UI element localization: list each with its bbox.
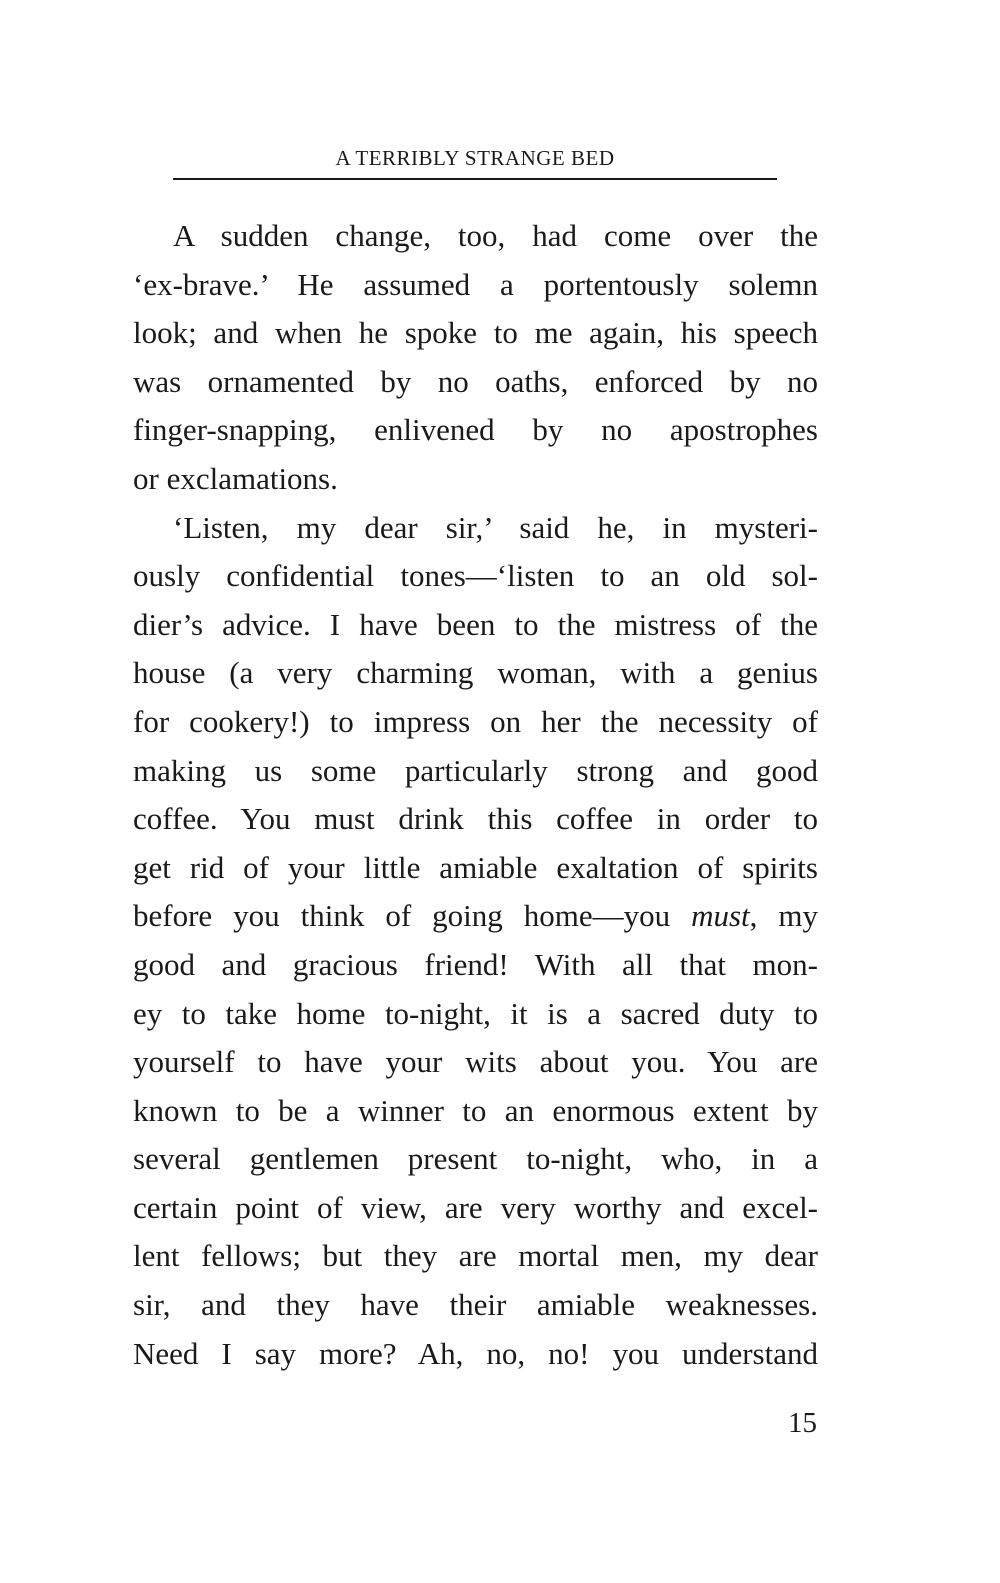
text-line: ‘ex-brave.’ He assumed a portentously solemn [133, 266, 818, 302]
text-line: finger-snapping, enlivened by no apostrophes [133, 412, 818, 448]
text-line: or exclamations. [133, 460, 338, 496]
text-line: several gentlemen present to-night, who, in a [133, 1141, 818, 1177]
header-rule [173, 178, 777, 180]
text-line: get rid of your little amiable exaltation of spirits [133, 849, 818, 885]
text-line: making us some particularly strong and good [133, 752, 818, 788]
page-number: 15 [788, 1407, 817, 1439]
text-line: lent fellows; but they are mortal men, my dear [133, 1238, 818, 1274]
text-line: house (a very charming woman, with a genius [133, 655, 818, 691]
text-line: ously confidential tones—‘listen to an old sol- [133, 558, 818, 594]
text-line: coffee. You must drink this coffee in order to [133, 801, 818, 837]
text-line-part: before you think of going home—you [133, 898, 692, 934]
text-line: sir, and they have their amiable weaknesses. [133, 1287, 818, 1323]
text-line: known to be a winner to an enormous extent by [133, 1092, 818, 1128]
text-line [133, 892, 818, 941]
text-line: dier’s advice. I have been to the mistress of the [133, 606, 818, 642]
text-line-part: , my [749, 898, 818, 934]
body-text [133, 212, 818, 1378]
text-line: Need I say more? Ah, no, no! you understand [133, 1335, 818, 1371]
text-line: for cookery!) to impress on her the necessity of [133, 703, 818, 739]
text-line: certain point of view, are very worthy and excel- [133, 1189, 818, 1225]
text-line: good and gracious friend! With all that mon- [133, 946, 818, 982]
running-head: A TERRIBLY STRANGE BED [335, 146, 615, 170]
text-line: ‘Listen, my dear sir,’ said he, in mysteri- [173, 509, 818, 545]
text-line: was ornamented by no oaths, enforced by no [133, 363, 818, 399]
text-line: look; and when he spoke to me again, his speech [133, 315, 818, 351]
text-line: A sudden change, too, had come over the [173, 218, 818, 253]
text-line: ey to take home to-night, it is a sacred duty to [133, 995, 818, 1031]
emphasis-must: must [691, 898, 750, 934]
text-line: yourself to have your wits about you. You are [133, 1044, 818, 1080]
